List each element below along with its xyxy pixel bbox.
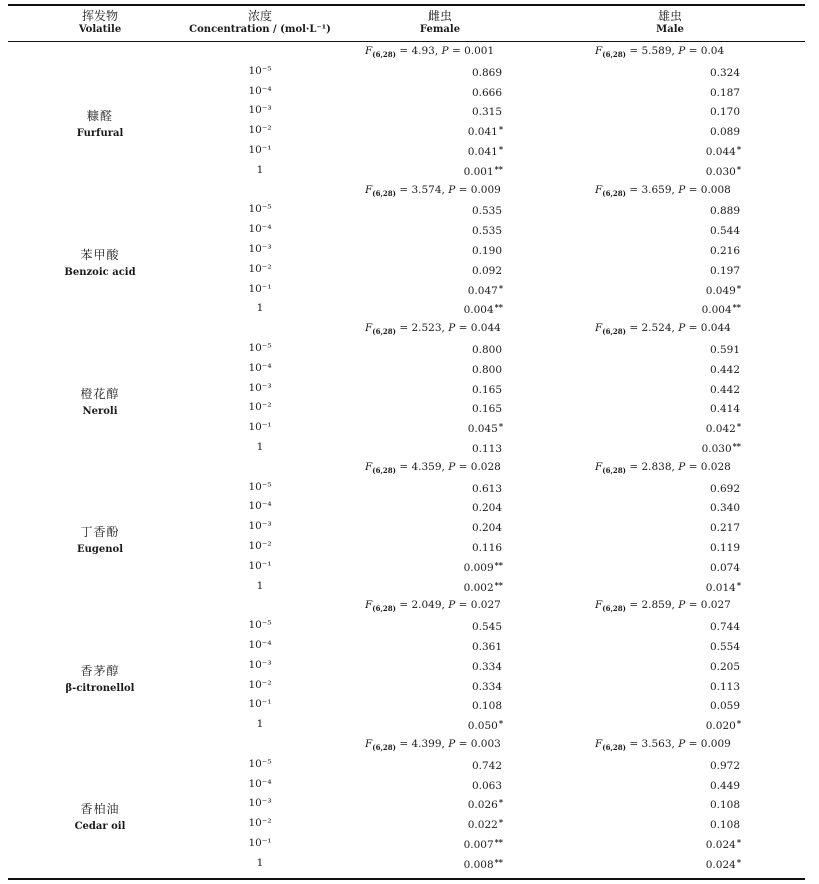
female-p-cell: 0.869 [471,66,502,79]
concentration-cell: 1 [256,579,264,592]
concentration-cell: 10⁻⁴ [248,500,272,513]
significance-mark: ** [732,302,741,313]
male-p-cell: 0.197 [709,264,740,277]
male-p-cell: 0.119 [709,542,740,554]
volatile-name-zh: 丁香酚 [80,525,120,540]
concentration-cell: 10⁻² [248,262,272,275]
stat-row [0,458,819,478]
female-stat: $F_{(6,28)} = 3.574$, P = 0.009 [365,183,501,198]
female-p-cell: 0.007** [463,837,503,851]
female-stat: $F_{(6,28)} = 4.93$, P = 0.001 [365,45,495,60]
male-p-cell: 0.014* [705,579,741,594]
female-stat: $F_{(6,28)} = 4.359$, P = 0.028 [365,460,501,475]
male-p-cell: 0.020* [705,718,741,733]
male-p-cell: 0.187 [709,86,740,99]
stat-row [0,319,819,339]
volatile-name-en: Furfural [76,128,124,140]
concentration-cell: 10⁻⁴ [248,639,272,651]
concentration-cell: 1 [256,856,264,869]
male-p-cell: 0.024* [705,837,741,851]
male-p-cell: 0.024* [705,856,741,871]
male-p-cell: 0.089 [709,126,740,139]
male-p-cell: 0.113 [709,680,740,693]
concentration-cell: 1 [256,718,264,731]
table-top-rule [8,4,805,6]
volatile-name-zh: 香柏油 [80,802,120,817]
female-stat: $F_{(6,28)} = 4.399$, P = 0.003 [365,738,501,753]
female-p-cell: 0.001** [463,163,503,178]
female-p-cell: 0.026* [467,797,503,812]
female-p-cell: 0.116 [471,542,502,554]
male-p-cell: 0.324 [709,66,740,79]
header-volatile-en: Volatile [78,24,122,35]
table-row [0,418,819,438]
significance-mark: ** [494,856,503,867]
table-row [0,121,819,141]
table-row [0,814,819,834]
female-p-cell: 0.002** [463,579,503,594]
table-row [0,834,819,854]
male-p-cell: 0.744 [709,621,740,634]
significance-mark: * [736,718,741,729]
concentration-cell: 10⁻³ [248,520,272,533]
concentration-cell: 10⁻³ [248,243,272,255]
volatile-name-zh: 苯甲酸 [80,248,120,262]
female-p-cell: 0.041* [467,144,503,158]
header-female-en: Female [419,24,461,35]
significance-mark: * [498,817,503,828]
female-p-cell: 0.165 [471,383,502,396]
table-row [0,676,819,696]
significance-mark: * [736,421,741,432]
concentration-cell: 10⁻⁴ [248,777,272,790]
concentration-cell: 10⁻¹ [248,282,272,295]
male-p-cell: 0.449 [709,779,740,792]
stat-row [0,42,819,62]
table-row [0,497,819,517]
male-p-cell: 0.074 [709,561,740,574]
table-row [0,775,819,795]
significance-mark: ** [494,579,503,590]
male-p-cell: 0.059 [709,700,740,713]
table-row [0,200,819,220]
table-row [0,656,819,676]
concentration-cell: 10⁻² [248,540,272,552]
header-volatile [40,9,160,37]
volatile-name-zh: 橙花醇 [80,386,120,401]
female-p-cell: 0.204 [471,522,502,535]
concentration-cell: 10⁻¹ [248,144,272,156]
significance-mark: * [498,144,503,154]
female-stat: $F_{(6,28)} = 2.523$, P = 0.044 [365,322,501,337]
significance-mark: * [736,856,741,867]
male-stat: $F_{(6,28)} = 2.859$, P = 0.027 [595,599,731,614]
table-row [0,854,819,874]
concentration-cell: 10⁻⁵ [248,64,272,77]
concentration-cell: 10⁻³ [248,381,272,394]
female-p-cell: 0.800 [471,363,502,376]
significance-mark: ** [494,163,503,174]
female-p-cell: 0.041* [467,124,503,139]
table-row [0,240,819,260]
male-p-cell: 0.205 [709,660,740,673]
table-row [0,715,819,735]
table-row [0,478,819,498]
volatile-name-en: Cedar oil [74,821,126,833]
significance-mark: * [498,797,503,808]
concentration-cell: 10⁻⁵ [248,619,272,632]
male-stat: $F_{(6,28)} = 3.563$, P = 0.009 [595,738,731,753]
concentration-cell: 10⁻⁴ [248,223,272,236]
table-row [0,755,819,775]
table-row [0,359,819,379]
table-row [0,577,819,597]
male-p-cell: 0.442 [709,363,740,376]
table-row [0,220,819,240]
stat-row [0,596,819,616]
concentration-cell: 10⁻¹ [248,421,272,434]
female-p-cell: 0.545 [471,621,502,634]
female-p-cell: 0.334 [471,660,502,673]
female-p-cell: 0.113 [471,443,502,455]
table-row [0,794,819,814]
male-p-cell: 0.889 [709,205,740,218]
significance-mark: * [498,282,503,293]
volatile-name-en: Benzoic acid [64,267,136,278]
female-p-cell: 0.535 [471,225,502,238]
concentration-cell: 10⁻² [248,678,272,691]
female-p-cell: 0.204 [471,502,502,515]
concentration-cell: 10⁻⁴ [248,84,272,97]
male-stat: $F_{(6,28)} = 3.659$, P = 0.008 [595,183,731,198]
concentration-cell: 10⁻² [248,817,272,830]
table-row [0,339,819,359]
table-row [0,82,819,102]
volatile-name-zh: 糠醛 [86,109,113,124]
table-row [0,537,819,557]
table-row [0,62,819,82]
significance-mark: ** [494,837,503,847]
female-p-cell: 0.050* [467,718,503,733]
volatile-name-en: Eugenol [77,544,123,556]
female-p-cell: 0.108 [471,700,502,713]
significance-mark: ** [494,559,503,570]
concentration-cell: 10⁻² [248,124,272,137]
concentration-cell: 10⁻⁵ [248,757,272,770]
male-p-cell: 0.972 [709,759,740,772]
female-p-cell: 0.092 [471,264,502,277]
stat-row [0,181,819,201]
header-female [380,9,500,37]
header-conc-en: Concentration / (mol·L⁻¹) [189,24,331,35]
concentration-cell: 1 [256,163,264,176]
header-male [610,9,730,37]
volatile-name-en: Neroli [82,405,118,417]
table-bottom-rule [8,878,805,880]
header-conc-zh: 浓度 [247,9,272,23]
male-stat: $F_{(6,28)} = 2.838$, P = 0.028 [595,460,731,475]
header-volatile-zh: 挥发物 [81,9,118,23]
female-p-cell: 0.742 [471,759,502,772]
female-p-cell: 0.190 [471,245,502,257]
concentration-cell: 10⁻¹ [248,837,272,849]
male-p-cell: 0.170 [709,106,740,119]
male-stat: $F_{(6,28)} = 2.524$, P = 0.044 [595,322,731,337]
female-p-cell: 0.004** [463,302,503,317]
concentration-cell: 10⁻⁵ [248,203,272,216]
table-row [0,557,819,577]
male-p-cell: 0.692 [709,482,740,495]
female-p-cell: 0.800 [471,344,502,356]
header-male-en: Male [656,24,684,35]
female-stat: $F_{(6,28)} = 2.049$, P = 0.027 [365,599,501,614]
female-p-cell: 0.009** [463,559,503,574]
concentration-cell: 10⁻⁴ [248,361,272,374]
female-p-cell: 0.045* [467,421,503,436]
concentration-cell: 10⁻⁵ [248,480,272,493]
female-p-cell: 0.315 [471,106,502,119]
table-row [0,299,819,319]
significance-mark: * [736,282,741,293]
male-p-cell: 0.544 [709,225,740,238]
male-p-cell: 0.442 [709,383,740,396]
concentration-cell: 10⁻¹ [248,698,272,711]
male-p-cell: 0.030** [701,441,741,455]
male-p-cell: 0.108 [709,819,740,832]
female-p-cell: 0.535 [471,205,502,218]
table-row [0,695,819,715]
header-female-zh: 雌虫 [427,9,452,23]
table-row [0,260,819,280]
concentration-cell: 10⁻³ [248,658,272,671]
significance-mark: * [498,124,503,135]
volatile-name-en: β-citronellol [65,682,135,694]
male-stat: $F_{(6,28)} = 5.589$, P = 0.04 [595,45,725,60]
table-row [0,141,819,161]
concentration-cell: 10⁻³ [248,797,272,810]
female-p-cell: 0.022* [467,817,503,832]
male-p-cell: 0.004** [701,302,741,317]
table-row [0,636,819,656]
table-row [0,161,819,181]
significance-mark: * [498,718,503,729]
volatile-name-zh: 香茅醇 [80,663,120,678]
concentration-cell: 10⁻³ [248,104,272,117]
female-p-cell: 0.008** [463,856,503,871]
male-p-cell: 0.042* [705,421,741,436]
male-p-cell: 0.591 [709,344,740,356]
female-p-cell: 0.613 [471,482,502,495]
significance-mark: * [736,163,741,174]
table-row [0,517,819,537]
significance-mark: ** [494,302,503,313]
male-p-cell: 0.049* [705,282,741,297]
table-row [0,280,819,300]
male-p-cell: 0.044* [705,144,741,158]
table-row [0,438,819,458]
significance-mark: ** [732,441,741,451]
male-p-cell: 0.216 [709,245,740,257]
stat-row [0,735,819,755]
concentration-cell: 10⁻² [248,401,272,414]
header-male-zh: 雄虫 [657,9,682,23]
table-row [0,398,819,418]
male-p-cell: 0.340 [709,502,740,515]
concentration-cell: 10⁻⁵ [248,342,272,354]
significance-mark: * [498,421,503,432]
female-p-cell: 0.334 [471,680,502,693]
female-p-cell: 0.165 [471,403,502,416]
male-p-cell: 0.414 [709,403,740,416]
female-p-cell: 0.063 [471,779,502,792]
table-row [0,101,819,121]
female-p-cell: 0.047* [467,282,503,297]
concentration-cell: 1 [256,441,264,453]
male-p-cell: 0.030* [705,163,741,178]
female-p-cell: 0.666 [471,86,502,99]
female-p-cell: 0.361 [471,641,502,653]
header-concentration [185,9,335,37]
table-row [0,616,819,636]
male-p-cell: 0.554 [709,641,740,653]
significance-mark: * [736,837,741,847]
male-p-cell: 0.217 [709,522,740,535]
table-row [0,379,819,399]
concentration-cell: 10⁻¹ [248,559,272,572]
concentration-cell: 1 [256,302,264,315]
significance-mark: * [736,144,741,154]
male-p-cell: 0.108 [709,799,740,812]
significance-mark: * [736,579,741,590]
